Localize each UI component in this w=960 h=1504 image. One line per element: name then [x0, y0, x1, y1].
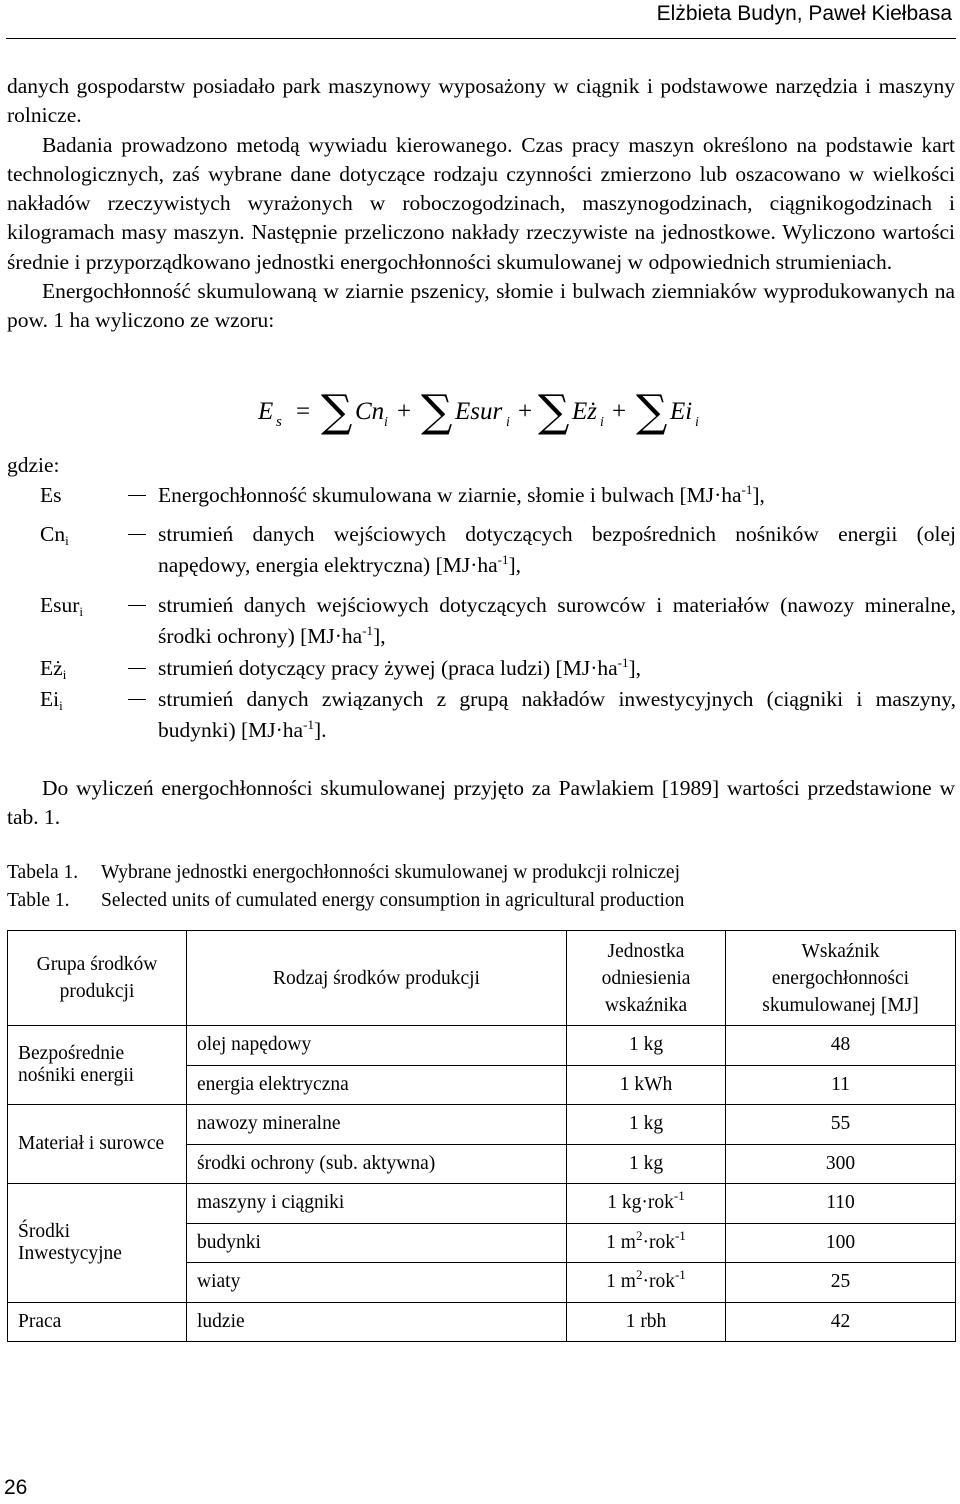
definition-symbol: $Cn_i$ — [40, 522, 69, 548]
kind-cell: maszyny i ciągniki — [187, 1184, 567, 1224]
formula-lhs: E — [258, 398, 274, 425]
sum-icon: ∑ — [321, 386, 353, 437]
formula-term-ei-sub: i — [695, 415, 699, 430]
kind-cell: ludzie — [187, 1302, 567, 1342]
formula-plus-2: + — [518, 398, 533, 425]
table-row — [8, 1184, 956, 1224]
paragraph-1: danych gospodarstw posiadało park maszynowy wyposażony w ciągnik i podstawowe narzędzia i maszyny rolnicze. — [7, 74, 955, 128]
sum-icon: ∑ — [636, 386, 668, 437]
formula-term-esur: Esur — [455, 398, 503, 425]
header-value: Wskaźnik energochłonności skumulowanej [MJ] — [726, 931, 956, 1026]
unit-cell: 1 kg — [567, 1144, 726, 1184]
group-cell: Bezpośrednie nośniki energii — [8, 1026, 187, 1105]
group-cell: Praca — [8, 1302, 187, 1342]
value-cell: 42 — [726, 1302, 956, 1342]
formula-term-ez-sub: i — [600, 415, 604, 430]
formula-term-cn: Cn — [355, 398, 385, 425]
unit-cell: 1 rbh — [567, 1302, 726, 1342]
definition-dash — [128, 699, 146, 700]
formula-equals: = — [296, 398, 311, 425]
definition-description: strumień danych wejściowych dotyczących bezpośrednich nośników energii (olej napędowy, energia elektryczna) $[MJ\cdot ha^{-1}]$, — [158, 522, 956, 577]
value-cell: 110 — [726, 1184, 956, 1224]
formula-plus-1: + — [397, 398, 412, 425]
sum-icon: ∑ — [421, 386, 453, 437]
definition-symbol: $Ei_i$ — [40, 687, 63, 713]
table-row — [8, 1026, 956, 1066]
energy-formula — [258, 386, 718, 436]
value-cell: 11 — [726, 1065, 956, 1105]
table-row — [8, 1105, 956, 1145]
group-cell: Materiał i surowce — [8, 1105, 187, 1184]
paragraph-2: Badania prowadzono metodą wywiadu kierowanego. Czas pracy maszyn określono na podstawie kart technologicznych, zaś wybrane dane dotyczące rodzaju czynności zmierzono lub oszacowano w wielkości nakładów rzeczywistych wyrażonych w roboczogodzinach, maszynogodzinach, ciągnikogodzinach i kilogramach masy maszyn. Następnie przeliczono nakłady rzeczywiste na jednostkowe. Wyliczono wartości średnie i przyporządkowano jednostki energochłonności skumulowanej w odpowiednich strumieniach. — [7, 132, 955, 274]
definitions-intro: gdzie: — [7, 453, 60, 477]
header-group: Grupa środków produkcji — [8, 931, 187, 1026]
header-kind: Rodzaj środków produkcji — [187, 931, 567, 1026]
kind-cell: olej napędowy — [187, 1026, 567, 1066]
formula-lhs-sub: s — [276, 414, 282, 430]
definition-dash — [128, 495, 146, 496]
value-cell: 25 — [726, 1263, 956, 1303]
table-caption-pl: Tabela 1. Wybrane jednostki energochłonności skumulowanej w produkcji rolniczej — [7, 862, 680, 883]
kind-cell: energia elektryczna — [187, 1065, 567, 1105]
formula-svg — [258, 386, 718, 436]
unit-cell: 1 kg — [567, 1026, 726, 1066]
table-row — [8, 1302, 956, 1342]
header-unit: Jednostka odniesienia wskaźnika — [567, 931, 726, 1026]
value-cell: 55 — [726, 1105, 956, 1145]
value-cell: 100 — [726, 1223, 956, 1263]
definition-dash — [128, 534, 146, 535]
definition-dash — [128, 668, 146, 669]
table-caption-en: Table 1. Selected units of cumulated energy consumption in agricultural production — [7, 890, 685, 911]
formula-term-esur-sub: i — [506, 415, 510, 430]
running-head-authors: Elżbieta Budyn, Paweł Kiełbasa — [656, 2, 952, 25]
definition-description: Energochłonność skumulowana w ziarnie, słomie i bulwach $[MJ\cdot ha^{-1}]$, — [158, 482, 765, 507]
definition-symbol: Es — [40, 483, 62, 507]
body-text-upper — [7, 72, 955, 336]
unit-cell: 1 $m^2\cdot rok^{-1}$ — [567, 1223, 726, 1263]
kind-cell: nawozy mineralne — [187, 1105, 567, 1145]
unit-cell: 1 kg·rok$^{-1}$ — [567, 1184, 726, 1224]
definition-description: strumień danych związanych z grupą nakładów inwestycyjnych (ciągniki i maszyny, budynki) $[MJ\cdot ha^{-1}]$. — [158, 687, 956, 742]
definition-symbol: $Eż_i$ — [40, 656, 67, 682]
formula-term-ez: Eż — [572, 398, 597, 425]
formula-term-cn-sub: i — [384, 415, 388, 430]
unit-cell: 1 $m^2\cdot rok^{-1}$ — [567, 1263, 726, 1303]
definition-description: strumień danych wejściowych dotyczących surowców i materiałów (nawozy mineralne, środki ochrony) $[MJ\cdot ha^{-1}]$, — [158, 593, 956, 648]
value-cell: 48 — [726, 1026, 956, 1066]
definition-dash — [128, 605, 146, 606]
paragraph-4: Do wyliczeń energochłonności skumulowanej przyjęto za Pawlakiem [1989] wartości przedstawione w tab. 1. — [7, 776, 955, 830]
body-text-lower — [7, 774, 955, 833]
sum-icon: ∑ — [538, 386, 570, 437]
definition-symbol: Esur$_i$ — [40, 593, 84, 619]
kind-cell: wiaty — [187, 1263, 567, 1303]
unit-cell: 1 kg — [567, 1105, 726, 1145]
definition-description: strumień dotyczący pracy żywej (praca ludzi) $[MJ\cdot ha^{-1}]$, — [158, 655, 642, 680]
paragraph-3: Energochłonność skumulowaną w ziarnie pszenicy, słomie i bulwach ziemniaków wyprodukowanych na pow. 1 ha wyliczono ze wzoru: — [7, 279, 955, 333]
formula-plus-3: + — [612, 398, 627, 425]
formula-term-ei: Ei — [670, 398, 693, 425]
page-number: 26 — [4, 1476, 28, 1499]
page-header — [0, 0, 960, 38]
group-cell: Środki Inwestycyjne — [8, 1184, 187, 1303]
unit-cell: 1 kWh — [567, 1065, 726, 1105]
value-cell: 300 — [726, 1144, 956, 1184]
energy-units-table — [7, 930, 956, 1342]
kind-cell: środki ochrony (sub. aktywna) — [187, 1144, 567, 1184]
kind-cell: budynki — [187, 1223, 567, 1263]
header-rule — [6, 38, 956, 39]
table-header-row — [8, 931, 956, 1026]
